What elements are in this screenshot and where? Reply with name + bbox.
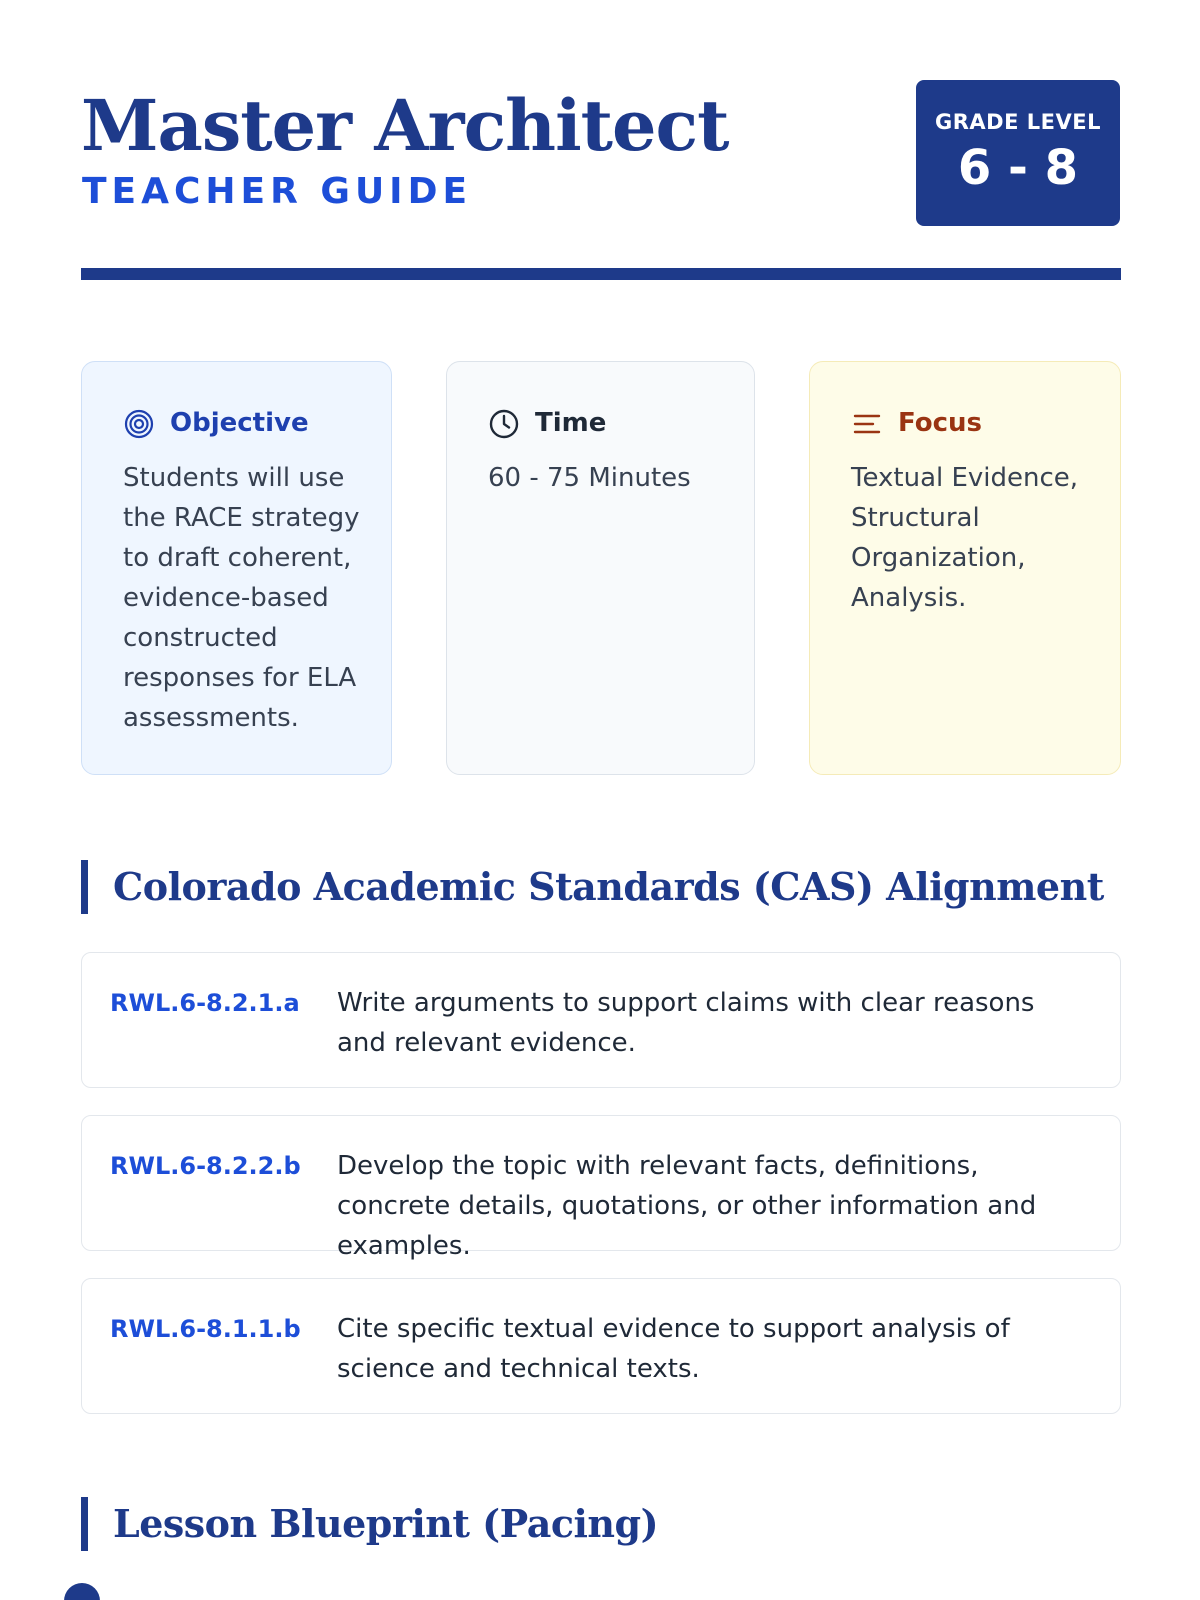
standard-code: RWL.6-8.2.2.b bbox=[110, 1152, 301, 1180]
grade-level-value: 6 - 8 bbox=[957, 140, 1079, 196]
time-card bbox=[446, 361, 755, 775]
standard-description: Write arguments to support claims with clear reasons and relevant evidence. bbox=[337, 988, 1035, 1058]
standard-row bbox=[81, 1278, 1121, 1414]
pacing-section-title: Lesson Blueprint (Pacing) bbox=[113, 1501, 659, 1546]
focus-card-title: Focus bbox=[898, 408, 982, 438]
standards-section-title: Colorado Academic Standards (CAS) Alignment bbox=[113, 864, 1104, 909]
objective-card bbox=[81, 361, 392, 775]
teacher-guide-page bbox=[81, 0, 1121, 1600]
target-icon bbox=[123, 408, 155, 440]
standards-section-heading bbox=[81, 860, 1121, 914]
standard-row bbox=[81, 1115, 1121, 1261]
clock-icon bbox=[488, 408, 520, 440]
pacing-section-heading bbox=[81, 1497, 1121, 1551]
standard-code: RWL.6-8.1.1.b bbox=[110, 1315, 301, 1343]
page-subtitle: TEACHER GUIDE bbox=[82, 171, 473, 212]
standard-row bbox=[81, 952, 1121, 1088]
standard-description: Develop the topic with relevant facts, definitions, concrete details, quotations, or other information and examples. bbox=[337, 1151, 1037, 1261]
timeline-dot bbox=[64, 1583, 100, 1600]
section-accent-bar bbox=[81, 1497, 88, 1551]
grade-level-badge bbox=[916, 80, 1120, 226]
standard-code: RWL.6-8.2.1.a bbox=[110, 989, 300, 1017]
objective-card-title: Objective bbox=[170, 408, 309, 438]
guide-header bbox=[81, 80, 1121, 230]
header-divider bbox=[81, 268, 1121, 280]
time-card-text: 60 - 75 Minutes bbox=[488, 463, 691, 493]
page-title: Master Architect bbox=[81, 84, 729, 167]
time-card-title: Time bbox=[535, 408, 607, 438]
grade-level-label: GRADE LEVEL bbox=[935, 110, 1101, 134]
focus-card bbox=[809, 361, 1121, 775]
standard-description: Cite specific textual evidence to support analysis of science and technical texts. bbox=[337, 1314, 1010, 1384]
align-left-icon bbox=[851, 408, 883, 440]
objective-card-text: Students will use the RACE strategy to draft coherent, evidence-based constructed responses for ELA assessments. bbox=[123, 463, 360, 733]
focus-card-text: Textual Evidence, Structural Organization, Analysis. bbox=[851, 463, 1079, 613]
section-accent-bar bbox=[81, 860, 88, 914]
